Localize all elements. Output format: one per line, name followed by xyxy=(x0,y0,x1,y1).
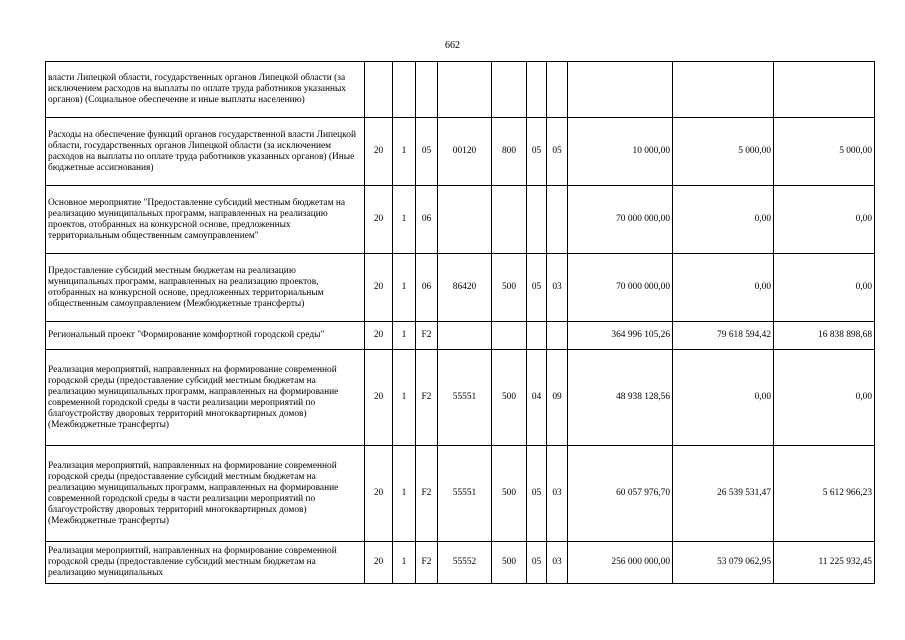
code-cell: 55551 xyxy=(438,350,492,446)
table-row xyxy=(46,254,875,322)
row-description: Реализация мероприятий, направленных на формирование современной городской среды (предоставление субсидий местным бюджетам на реализацию муниципальных программ, направленных на формирование современной городской среды в части реализации мероприятий по благоустройству дворовых территорий многоквартирных домов) (Межбюджетные трансферты) xyxy=(46,350,365,446)
code-cell: 05 xyxy=(416,118,438,186)
code-cell: 03 xyxy=(547,446,568,542)
table-row xyxy=(46,322,875,350)
code-cell: 05 xyxy=(527,542,547,584)
code-cell: F2 xyxy=(416,542,438,584)
code-cell: 05 xyxy=(527,254,547,322)
amount-cell: 0,00 xyxy=(774,254,875,322)
row-description: Расходы на обеспечение функций органов государственной власти Липецкой области, государственных органов Липецкой области (за исключением расходов на выплаты по оплате труда работников указанных органов) (Иные бюджетные ассигнования) xyxy=(46,118,365,186)
budget-table xyxy=(45,61,875,584)
row-description: власти Липецкой области, государственных органов Липецкой области (за исключением расходов на выплаты по оплате труда работников указанных органов) (Социальное обеспечение и иные выплаты населению) xyxy=(46,62,365,118)
code-cell: 06 xyxy=(416,186,438,254)
code-cell: 03 xyxy=(547,254,568,322)
code-cell: 20 xyxy=(365,446,393,542)
code-cell: 55551 xyxy=(438,446,492,542)
row-description: Основное мероприятие "Предоставление субсидий местным бюджетам на реализацию муниципальных программ, направленных на реализацию проектов, отобранных на конкурсной основе, предложенных территориальным общественным самоуправлением" xyxy=(46,186,365,254)
amount-cell: 79 618 594,42 xyxy=(673,322,774,350)
code-cell: 05 xyxy=(527,446,547,542)
code-cell: 20 xyxy=(365,350,393,446)
amount-cell: 0,00 xyxy=(774,350,875,446)
row-description: Региональный проект "Формирование комфортной городской среды" xyxy=(46,322,365,350)
row-description: Реализация мероприятий, направленных на формирование современной городской среды (предоставление субсидий местным бюджетам на реализацию муниципальных xyxy=(46,542,365,584)
code-cell xyxy=(527,186,547,254)
amount-cell: 70 000 000,00 xyxy=(568,254,673,322)
code-cell: 20 xyxy=(365,118,393,186)
code-cell: 1 xyxy=(393,542,416,584)
table-row xyxy=(46,350,875,446)
amount-cell: 26 539 531,47 xyxy=(673,446,774,542)
table-row xyxy=(46,118,875,186)
amount-cell xyxy=(568,62,673,118)
code-cell xyxy=(438,62,492,118)
amount-cell xyxy=(673,62,774,118)
amount-cell: 60 057 976,70 xyxy=(568,446,673,542)
code-cell: 86420 xyxy=(438,254,492,322)
code-cell: 500 xyxy=(492,350,527,446)
code-cell: 1 xyxy=(393,186,416,254)
code-cell: 05 xyxy=(547,118,568,186)
code-cell xyxy=(547,62,568,118)
code-cell xyxy=(492,186,527,254)
amount-cell: 0,00 xyxy=(673,186,774,254)
amount-cell: 16 838 898,68 xyxy=(774,322,875,350)
amount-cell: 0,00 xyxy=(673,350,774,446)
table-row xyxy=(46,186,875,254)
code-cell: 03 xyxy=(547,542,568,584)
code-cell: F2 xyxy=(416,350,438,446)
code-cell xyxy=(416,62,438,118)
code-cell xyxy=(438,322,492,350)
code-cell: 20 xyxy=(365,322,393,350)
code-cell xyxy=(365,62,393,118)
table-row xyxy=(46,542,875,584)
row-description: Реализация мероприятий, направленных на формирование современной городской среды (предоставление субсидий местным бюджетам на реализацию муниципальных программ, направленных на формирование современной городской среды в части реализации мероприятий по благоустройству дворовых территорий многоквартирных домов) (Межбюджетные трансферты) xyxy=(46,446,365,542)
code-cell: 04 xyxy=(527,350,547,446)
code-cell: 20 xyxy=(365,542,393,584)
code-cell: F2 xyxy=(416,446,438,542)
code-cell xyxy=(393,62,416,118)
amount-cell: 256 000 000,00 xyxy=(568,542,673,584)
page-number: 662 xyxy=(445,40,460,51)
code-cell: 500 xyxy=(492,446,527,542)
amount-cell: 53 079 062,95 xyxy=(673,542,774,584)
amount-cell: 11 225 932,45 xyxy=(774,542,875,584)
table-row xyxy=(46,62,875,118)
code-cell xyxy=(527,322,547,350)
code-cell xyxy=(492,62,527,118)
amount-cell: 364 996 105,26 xyxy=(568,322,673,350)
code-cell xyxy=(547,186,568,254)
code-cell: 1 xyxy=(393,322,416,350)
amount-cell: 0,00 xyxy=(673,254,774,322)
amount-cell: 5 612 966,23 xyxy=(774,446,875,542)
code-cell: 1 xyxy=(393,350,416,446)
code-cell: 55552 xyxy=(438,542,492,584)
code-cell: 500 xyxy=(492,254,527,322)
code-cell xyxy=(527,62,547,118)
amount-cell: 48 938 128,56 xyxy=(568,350,673,446)
code-cell: 20 xyxy=(365,254,393,322)
code-cell xyxy=(492,322,527,350)
code-cell: 500 xyxy=(492,542,527,584)
amount-cell: 70 000 000,00 xyxy=(568,186,673,254)
amount-cell: 5 000,00 xyxy=(673,118,774,186)
code-cell: 06 xyxy=(416,254,438,322)
code-cell: 800 xyxy=(492,118,527,186)
amount-cell: 0,00 xyxy=(774,186,875,254)
code-cell: 1 xyxy=(393,446,416,542)
code-cell: 1 xyxy=(393,118,416,186)
code-cell: 20 xyxy=(365,186,393,254)
code-cell: 05 xyxy=(527,118,547,186)
amount-cell xyxy=(774,62,875,118)
code-cell: 00120 xyxy=(438,118,492,186)
code-cell xyxy=(547,322,568,350)
amount-cell: 10 000,00 xyxy=(568,118,673,186)
row-description: Предоставление субсидий местным бюджетам на реализацию муниципальных программ, направленных на реализацию проектов, отобранных на конкурсной основе, предложенных территориальным общественным самоуправлением (Межбюджетные трансферты) xyxy=(46,254,365,322)
code-cell: 1 xyxy=(393,254,416,322)
table-row xyxy=(46,446,875,542)
code-cell: 09 xyxy=(547,350,568,446)
code-cell xyxy=(438,186,492,254)
amount-cell: 5 000,00 xyxy=(774,118,875,186)
code-cell: F2 xyxy=(416,322,438,350)
